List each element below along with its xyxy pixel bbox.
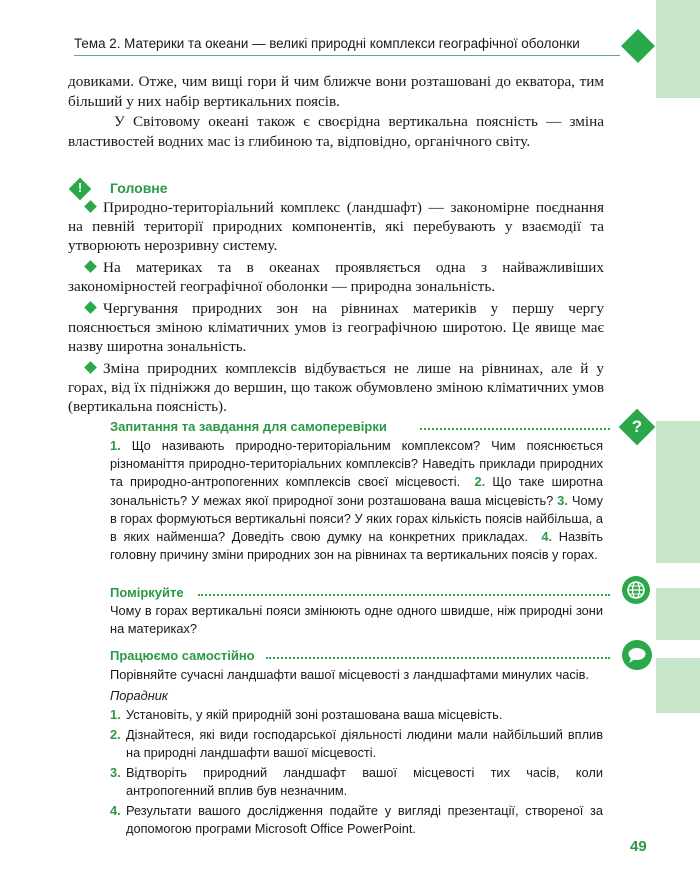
- questions-title: Запитання та завдання для самоперевірки: [110, 419, 387, 434]
- question-mark-icon: ?: [631, 417, 643, 436]
- independent-text: Порівняйте сучасні ландшафти вашої місцевості з ландшафтами минулих часів.: [110, 667, 589, 682]
- margin-tab-questions: [656, 421, 700, 563]
- main-points: [68, 198, 604, 419]
- page-number: 49: [630, 838, 647, 855]
- speech-bubble-icon: [622, 640, 652, 670]
- header-diamond-icon: [621, 29, 655, 63]
- guide-step: 4. Результати вашого дослідження подайте у вигляді презентації, створеної за допомогою програми Microsoft Office PowerPoint.: [110, 803, 603, 836]
- guide-step: 1. Установіть, у якій природній зоні розташована ваша місцевість.: [110, 707, 503, 722]
- questions-list: 1. Що називають природно-територіальним комплексом? Чим пояснюється різноманіття природно-територіальних комплексів? Наведіть приклади природних та природно-антропогенних комплексів своєї місцевості. 2. Що таке широтна зональність? У межах якої природної зони розташована ваша місцевість? 3. Чому в горах формуються вертикальні пояси? У яких горах кількість поясів найбільша, а в яких найменша? Доведіть свою думку на конкретних прикладах. 4. Назвіть головну причину зміни природних зон на рівнинах та вертикальних поясів у горах.: [110, 438, 604, 563]
- header-divider: [74, 55, 620, 56]
- main-point: Чергування природних зон на рівнинах материків у першу чергу пояснюється зміною кліматичних умов із географічною широтою. Це явище має назву широтна зональність.: [68, 300, 604, 355]
- globe-icon: [622, 576, 650, 604]
- think-text: Чому в горах вертикальні пояси змінюють одне одного швидше, ніж природні зони на материках?: [110, 603, 603, 636]
- bullet-diamond-icon: [84, 260, 97, 273]
- think-title: Поміркуйте: [110, 585, 184, 600]
- margin-tab-think: [656, 588, 700, 640]
- exclamation-icon: !: [77, 180, 83, 195]
- intro-text: [68, 72, 604, 152]
- bullet-diamond-icon: [84, 361, 97, 374]
- guide-step: 3. Відтворіть природний ландшафт вашої місцевості тих часів, коли антропогенний вплив був незначним.: [110, 765, 603, 798]
- main-point: На материках та в океанах проявляється одна з найважливіших закономірностей географічної оболонки — природна зональність.: [68, 259, 604, 295]
- running-header: Тема 2. Материки та океани — великі природні комплекси географічної оболонки: [74, 36, 580, 51]
- bullet-diamond-icon: [84, 200, 97, 213]
- intro-paragraph: довиками. Отже, чим вищі гори й чим ближче вони розташовані до екватора, тим більший у них набір вертикальних поясів.: [68, 73, 604, 110]
- independent-divider: [266, 657, 610, 659]
- independent-title: Працюємо самостійно: [110, 648, 255, 663]
- guide-step: 2. Дізнайтеся, які види господарської діяльності людини мали найбільший вплив на природні ландшафти вашої місцевості.: [110, 727, 603, 760]
- questions-divider: [420, 428, 610, 430]
- guide-label: Порадник: [110, 688, 168, 703]
- intro-paragraph: У Світовому океані також є своєрідна вертикальна поясність — зміна властивостей водних мас із глибиною та, відповідно, органічного світу.: [68, 113, 604, 150]
- main-points-title: Головне: [110, 180, 168, 196]
- margin-tab-independent: [656, 658, 700, 713]
- think-divider: [198, 594, 610, 596]
- margin-tab-top: [656, 0, 700, 98]
- bullet-diamond-icon: [84, 301, 97, 314]
- guide-steps: [110, 706, 603, 840]
- main-point: Зміна природних комплексів відбувається не лише на рівнинах, але й у горах, від їх підніжжя до вершин, що також обумовлено зміною кліматичних умов (вертикальна поясність).: [68, 360, 604, 415]
- main-point: Природно-територіальний комплекс (ландшафт) — закономірне поєднання на певній території природних компонентів, які перебувають у взаємодії та утворюють нерозривну систему.: [68, 199, 604, 254]
